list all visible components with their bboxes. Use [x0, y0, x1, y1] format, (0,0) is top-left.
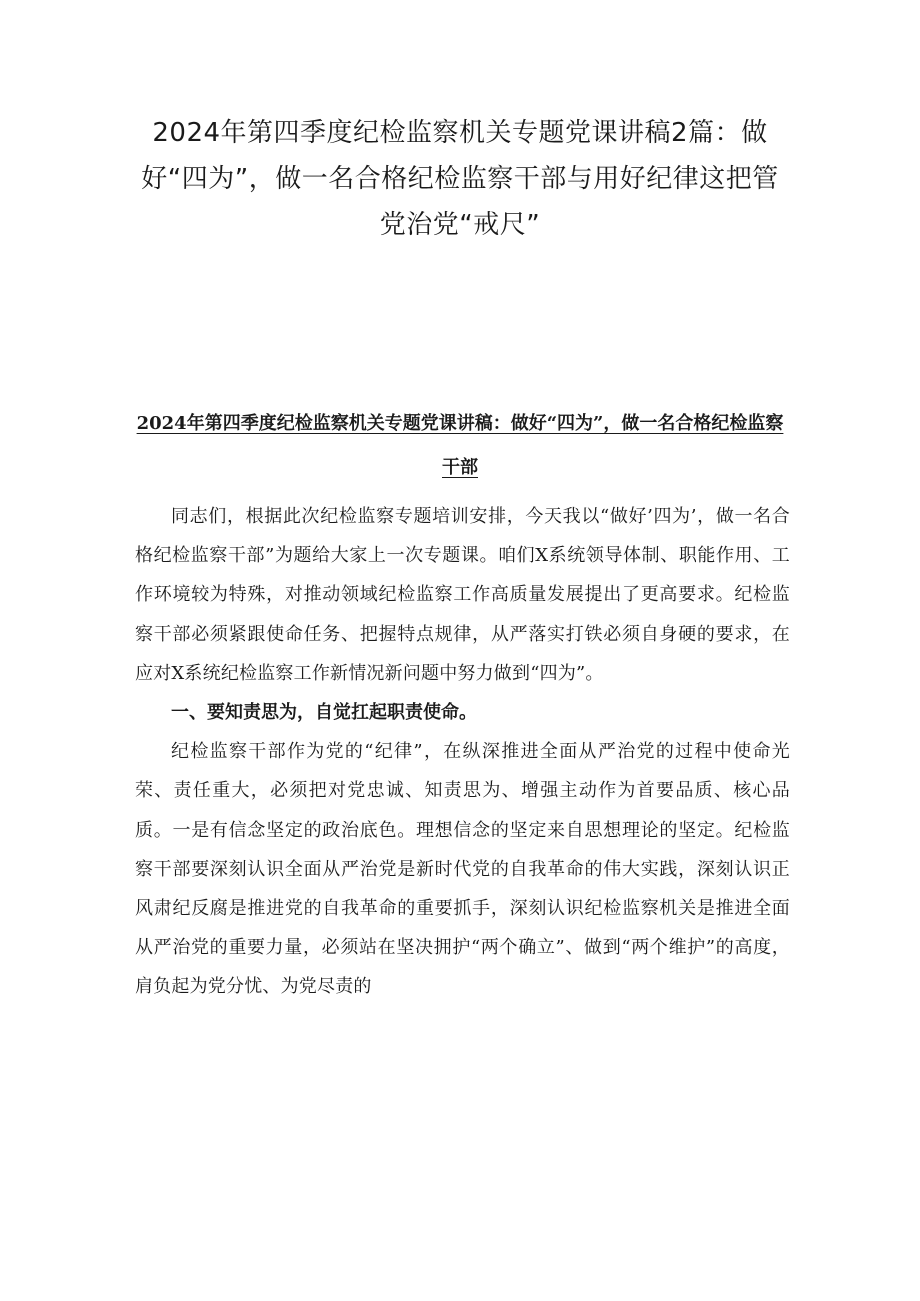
article-subtitle [130, 402, 790, 490]
section-heading: 一、要知责思为，自觉扛起职责使命。 [171, 702, 477, 724]
section-paragraph: 纪检监察干部作为党的“纪律”，在纵深推进全面从严治党的过程中使命光荣、责任重大，必须把对党忠诚、知责思为、增强主动作为首要品质、核心品质。一是有信念坚定的政治底色。理想信念的坚定来自思想理论的坚定。纪检监察干部要深刻认识全面从严治党是新时代党的自我革命的伟大实践，深刻认识正风肃纪反腐是推进党的自我革命的重要抓手，深刻认识纪检监察机关是推进全面从严治党的重要力量，必须站在坚决拥护“两个确立”、做到“两个维护”的高度，肩负起为党分忧、为党尽责的 [135, 741, 790, 998]
document-title: 2024年第四季度纪检监察机关专题党课讲稿2篇：做好“四为”，做一名合格纪检监察干部与用好纪律这把管党治党“戒尺” [141, 118, 779, 240]
intro-paragraph: 同志们，根据此次纪检监察专题培训安排，今天我以“做好’四为’，做一名合格纪检监察干部”为题给大家上一次专题课。咱们X系统领导体制、职能作用、工作环境较为特殊，对推动领域纪检监察工作高质量发展提出了更高要求。纪检监察干部必须紧跟使命任务、把握特点规律，从严落实打铁必须自身硬的要求，在应对X系统纪检监察工作新情况新问题中努力做到“四为”。 [135, 506, 790, 684]
article-subtitle-text: 2024年第四季度纪检监察机关专题党课讲稿：做好“四为”，做一名合格纪检监察干部 [136, 413, 784, 478]
article-body [135, 497, 790, 1007]
